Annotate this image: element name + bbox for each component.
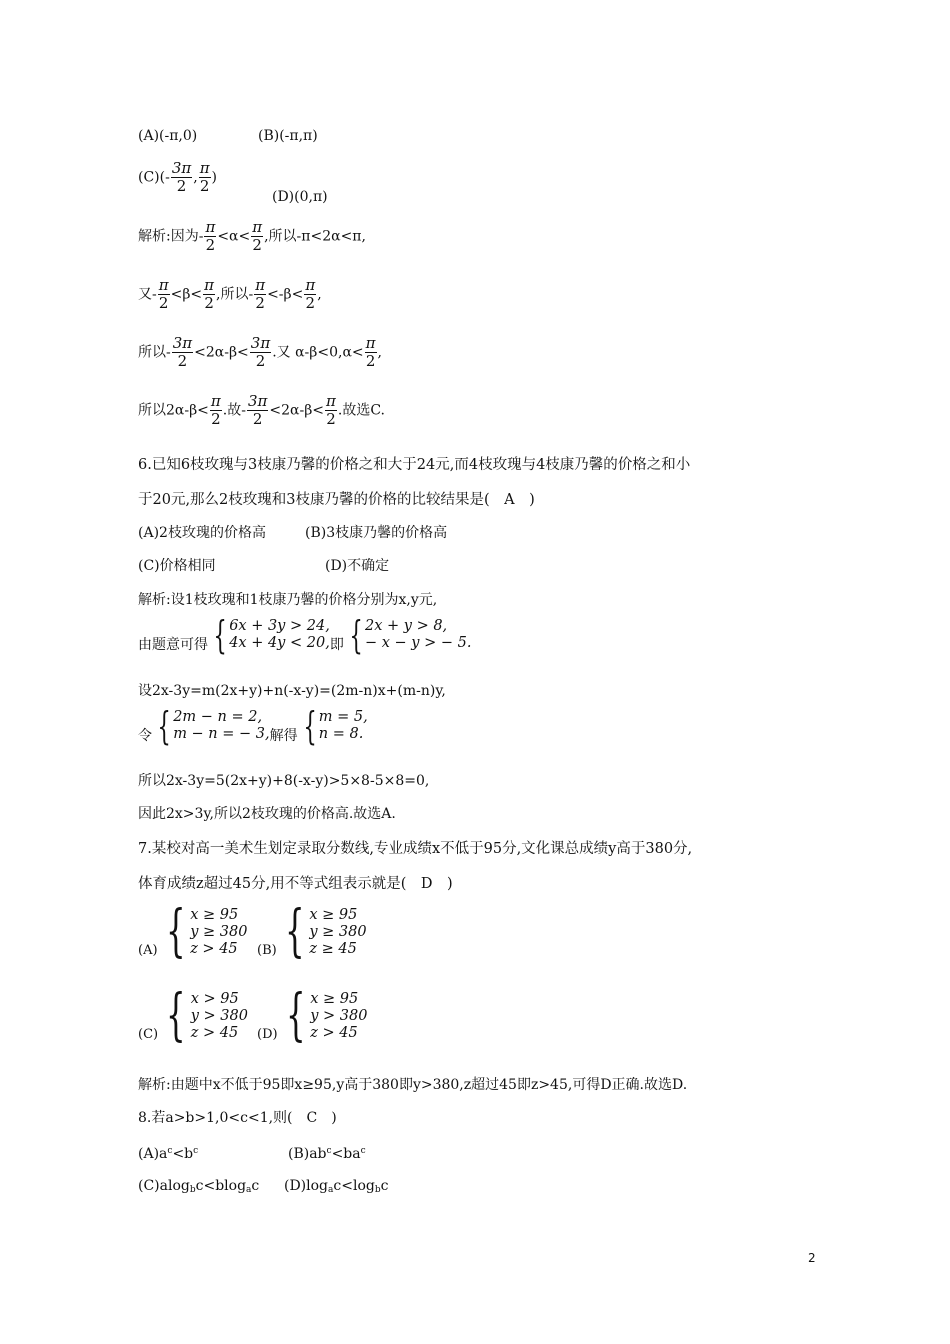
- brace: {: [285, 983, 306, 1048]
- q6-option-c: (C)价格相同: [138, 558, 216, 574]
- q7-option-a: [138, 899, 248, 964]
- q7-solution: 解析:由题中x不低于95即x≥95,y高于380即y>380,z超过45即z>45,可得D正确.故选D.: [138, 1077, 688, 1093]
- row: n = 8.: [318, 726, 364, 742]
- text: c<log: [333, 1178, 375, 1194]
- brace: {: [213, 613, 227, 657]
- row: 4x + 4y < 20,: [229, 635, 330, 651]
- text: <ba: [331, 1146, 361, 1162]
- text: ,: [377, 344, 382, 361]
- numerator: π: [255, 276, 266, 294]
- equation-system-1: [208, 613, 330, 657]
- q6-solution-line-6: 因此2x>3y,所以2枝玫瑰的价格高.故选A.: [138, 806, 396, 822]
- row: y ≥ 380: [309, 923, 367, 940]
- text: 所以-: [138, 344, 171, 361]
- fraction: [254, 277, 266, 312]
- q5-option-b: (B)(-π,π): [258, 128, 318, 144]
- text: (A)a: [138, 1146, 168, 1162]
- fraction: [204, 219, 216, 254]
- text: <β<: [170, 286, 203, 303]
- numerator: π: [326, 392, 336, 410]
- text: (B)ab: [288, 1146, 327, 1162]
- text: c<blog: [195, 1178, 247, 1194]
- q7-stem-line-1: 7.某校对高一美术生划定录取分数线,专业成绩x不低于95分,文化课总成绩y高于380分,: [138, 841, 693, 857]
- row: m − n = − 3,: [173, 726, 270, 742]
- text: (C)(-: [138, 169, 170, 186]
- text: (C)alog: [138, 1178, 190, 1194]
- text: (D)log: [284, 1178, 329, 1194]
- q8-stem: 8.若a>b>1,0<c<1,则( C ): [138, 1110, 337, 1126]
- denominator: 2: [365, 352, 376, 370]
- superscript: c: [167, 1146, 173, 1156]
- fraction: [247, 393, 268, 428]
- fraction: [250, 335, 271, 370]
- denominator: 2: [252, 410, 263, 428]
- option-label: (D): [257, 1027, 278, 1042]
- text: <2α-β<: [269, 402, 325, 419]
- row: z > 45: [190, 940, 238, 957]
- text: 令: [138, 728, 152, 744]
- denominator: 2: [326, 410, 336, 428]
- numerator: 3π: [171, 159, 192, 177]
- fraction: [171, 160, 192, 195]
- q8-option-c: [138, 1177, 259, 1199]
- text: 由题意可得: [138, 637, 208, 653]
- superscript: c: [326, 1146, 332, 1156]
- numerator: π: [199, 159, 210, 177]
- denominator: 2: [252, 236, 262, 254]
- q8-option-d: [284, 1177, 388, 1199]
- row: x ≥ 95: [309, 906, 358, 923]
- subscript: a: [328, 1185, 334, 1195]
- q6-stem-line-1: 6.已知6枝玫瑰与3枝康乃馨的价格之和大于24元,而4枝玫瑰与4枝康乃馨的价格之和小: [138, 457, 691, 473]
- row: 2x + y > 8,: [365, 618, 448, 634]
- text: 所以2α-β<: [138, 402, 209, 419]
- q5-option-a: (A)(-π,0): [138, 128, 198, 144]
- fraction: [251, 219, 263, 254]
- text: ): [211, 169, 218, 186]
- text: <2α-β<: [194, 344, 249, 361]
- row: 2m − n = 2,: [173, 709, 263, 725]
- q5-option-c: [138, 160, 217, 195]
- brace: {: [166, 983, 186, 1048]
- text: ,: [193, 169, 198, 186]
- row: x ≥ 95: [310, 990, 359, 1007]
- row: 6x + 3y > 24,: [229, 618, 330, 634]
- text: ,所以-: [216, 286, 254, 303]
- row: z > 45: [310, 1024, 358, 1041]
- q6-solution-line-4: [138, 704, 368, 748]
- numerator: 3π: [250, 334, 271, 352]
- q5-solution-line-3: [138, 335, 382, 370]
- q7-option-c: [138, 983, 248, 1048]
- denominator: 2: [177, 352, 188, 370]
- numerator: π: [365, 334, 376, 352]
- row: x ≥ 95: [190, 906, 239, 923]
- page-number: 2: [808, 1251, 816, 1265]
- text: c: [251, 1178, 260, 1194]
- row: x > 95: [190, 990, 239, 1007]
- text: ,所以-π<2α<π,: [264, 228, 366, 245]
- equation-system-3: [152, 704, 270, 748]
- equation-system-4: [298, 704, 368, 748]
- brace: {: [349, 613, 363, 657]
- numerator: π: [210, 392, 221, 410]
- q6-stem-line-2: 于20元,那么2枝玫瑰和3枝康乃馨的价格的比较结果是( A ): [138, 492, 535, 508]
- text: c: [380, 1178, 389, 1194]
- row: m = 5,: [318, 709, 368, 725]
- fraction: [199, 160, 211, 195]
- row: y > 380: [310, 1007, 368, 1024]
- numerator: π: [305, 276, 316, 294]
- row: z > 45: [190, 1024, 239, 1041]
- fraction: [172, 335, 193, 370]
- q8-option-b: [288, 1142, 366, 1163]
- numerator: π: [205, 218, 216, 236]
- q5-solution-line-1: [138, 219, 366, 254]
- denominator: 2: [158, 294, 169, 312]
- brace: {: [303, 704, 317, 748]
- fraction: [325, 393, 337, 428]
- denominator: 2: [305, 294, 316, 312]
- superscript: c: [360, 1146, 366, 1156]
- text: <α<: [217, 228, 251, 245]
- q6-solution-line-5: 所以2x-3y=5(2x+y)+8(-x-y)>5×8-5×8=0,: [138, 773, 430, 789]
- brace: {: [165, 899, 186, 964]
- numerator: 3π: [247, 392, 268, 410]
- numerator: π: [158, 276, 169, 294]
- row: − x − y > − 5.: [365, 635, 472, 651]
- option-label: (A): [138, 943, 158, 958]
- brace: {: [157, 704, 171, 748]
- text: 又-: [138, 286, 157, 303]
- text: 解得: [269, 728, 298, 744]
- q6-solution-line-1: 解析:设1枝玫瑰和1枝康乃馨的价格分别为x,y元,: [138, 592, 438, 608]
- numerator: π: [252, 218, 263, 236]
- numerator: 3π: [172, 334, 193, 352]
- denominator: 2: [255, 352, 266, 370]
- fraction: [158, 277, 170, 312]
- q8-option-a: [138, 1142, 198, 1163]
- brace: {: [284, 899, 305, 964]
- q6-option-d: (D)不确定: [325, 558, 390, 574]
- fraction: [304, 277, 316, 312]
- denominator: 2: [176, 177, 187, 195]
- text: <-β<: [267, 286, 304, 303]
- q5-solution-line-4: [138, 393, 385, 428]
- text: 解析:因为-: [138, 228, 204, 245]
- option-label: (B): [257, 943, 277, 958]
- denominator: 2: [255, 294, 265, 312]
- q5-option-d: (D)(0,π): [272, 189, 328, 205]
- equation-system-2: [344, 613, 472, 657]
- fraction: [365, 335, 377, 370]
- option-label: (C): [138, 1027, 159, 1042]
- q6-option-b: (B)3枝康乃馨的价格高: [305, 525, 448, 541]
- subscript: b: [374, 1185, 381, 1195]
- q6-option-a: (A)2枝玫瑰的价格高: [138, 525, 266, 541]
- row: y > 380: [190, 1007, 248, 1024]
- subscript: b: [189, 1185, 196, 1195]
- text: .故-: [222, 402, 246, 419]
- fraction: [203, 277, 215, 312]
- text: ,: [317, 286, 322, 303]
- text: <b: [172, 1146, 194, 1162]
- fraction: [210, 393, 222, 428]
- q5-solution-line-2: [138, 277, 322, 312]
- text: 即: [329, 637, 344, 653]
- superscript: c: [193, 1146, 199, 1156]
- q7-option-b: [257, 899, 367, 964]
- q6-solution-line-3: 设2x-3y=m(2x+y)+n(-x-y)=(2m-n)x+(m-n)y,: [138, 683, 446, 699]
- q7-option-d: [257, 983, 368, 1048]
- text: .又 α-β<0,α<: [272, 344, 364, 361]
- row: z ≥ 45: [309, 940, 357, 957]
- q6-solution-line-2: [138, 613, 472, 657]
- subscript: a: [246, 1185, 252, 1195]
- q7-stem-line-2: 体育成绩z超过45分,用不等式组表示就是( D ): [138, 876, 453, 892]
- denominator: 2: [199, 177, 210, 195]
- text: .故选C.: [337, 402, 386, 419]
- row: y ≥ 380: [190, 923, 248, 940]
- denominator: 2: [211, 410, 221, 428]
- numerator: π: [204, 276, 215, 294]
- denominator: 2: [205, 236, 216, 254]
- denominator: 2: [204, 294, 214, 312]
